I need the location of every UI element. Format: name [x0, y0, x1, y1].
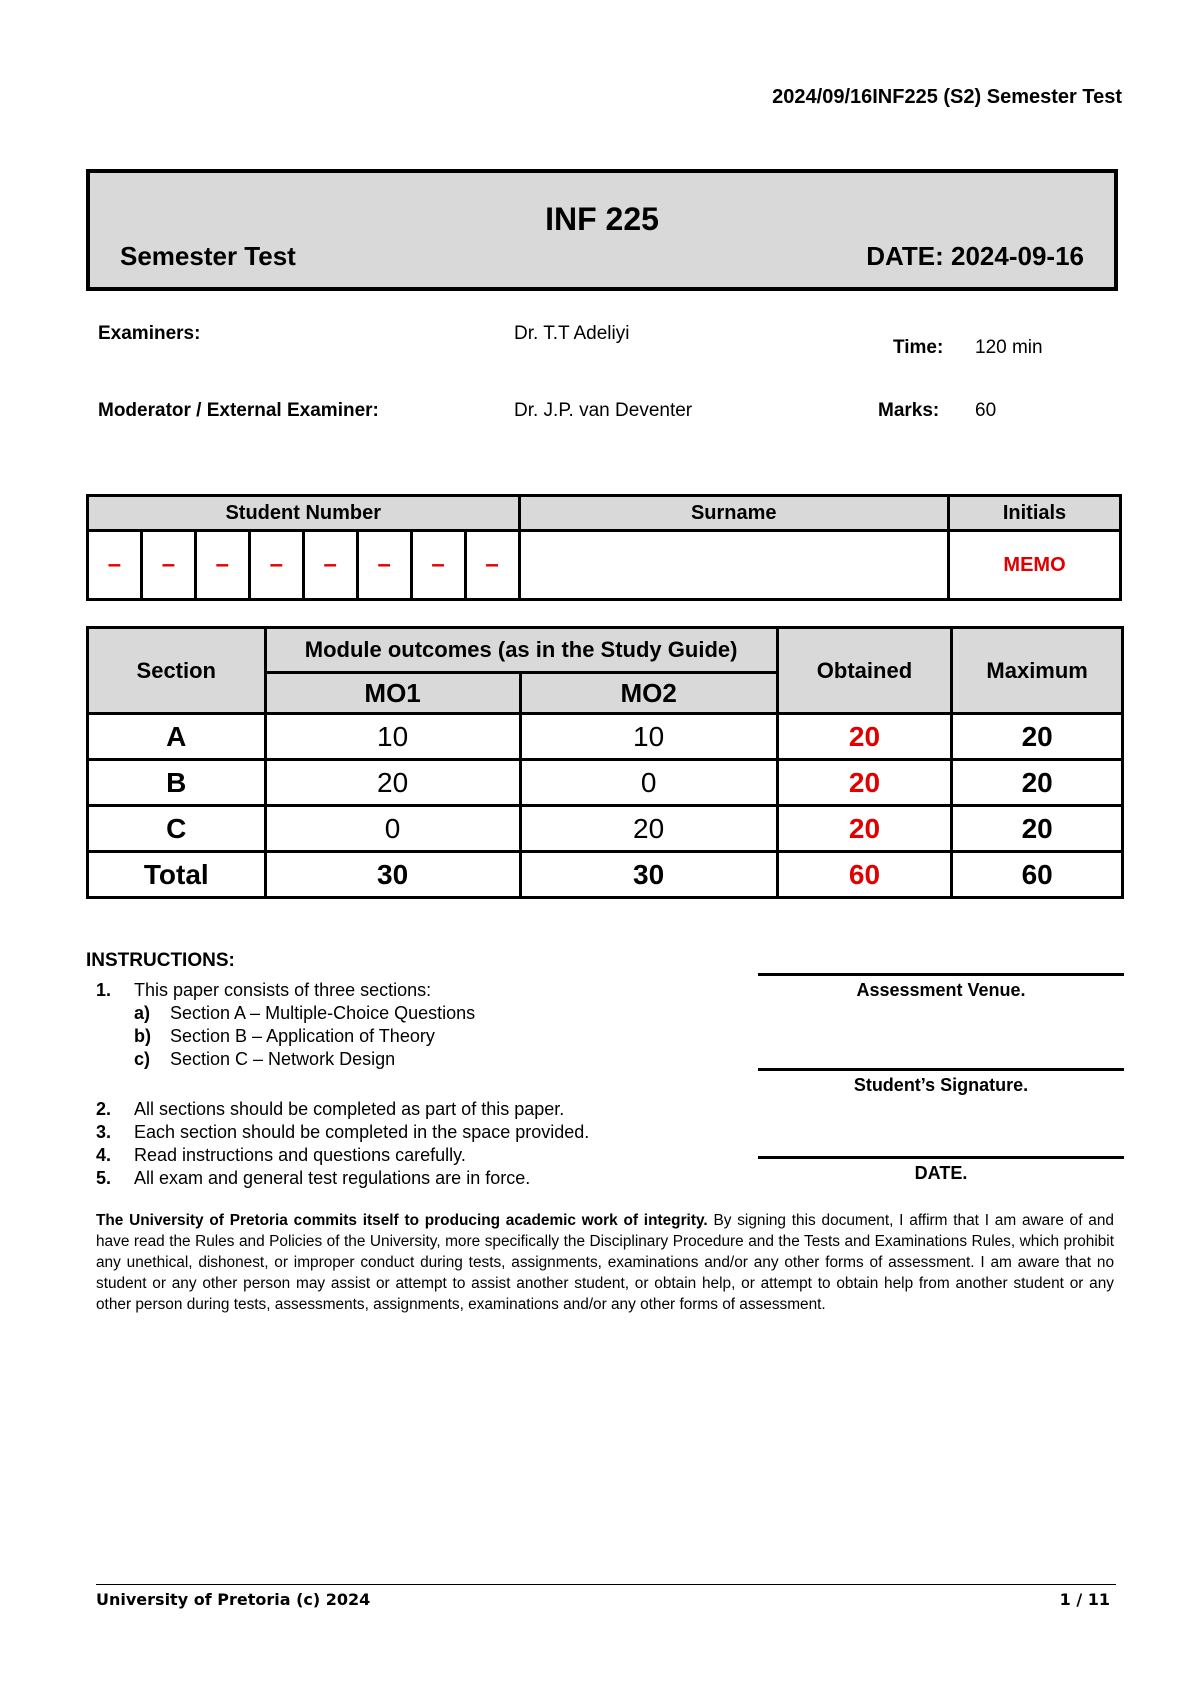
assessment-venue-label: Assessment Venue. [856, 980, 1026, 1000]
mo2-cell: 20 [520, 806, 777, 852]
maximum-cell: 20 [952, 760, 1123, 806]
moderator-value: Dr. J.P. van Deventer [514, 400, 693, 421]
instruction-text: All exam and general test regulations are in force. [134, 1168, 531, 1188]
date-label: DATE. [914, 1163, 968, 1183]
footer-copyright: University of Pretoria (c) 2024 [96, 1590, 371, 1609]
student-number-digit[interactable]: – [303, 531, 357, 600]
instruction-number: 1. [96, 980, 112, 1000]
instruction-text: All sections should be completed as part of this paper. [134, 1099, 565, 1119]
instruction-text: Section C – Network Design [170, 1049, 396, 1069]
instruction-number: 2. [96, 1099, 112, 1119]
section-cell: A [88, 714, 266, 760]
student-number-digit[interactable]: – [465, 531, 519, 600]
obtained-cell: 20 [777, 714, 952, 760]
date-line [758, 1156, 1124, 1159]
table-row [88, 760, 1123, 806]
mo2-cell: 30 [520, 852, 777, 898]
instruction-number: 5. [96, 1168, 112, 1188]
total-row [88, 852, 1123, 898]
module-outcomes-header: Module outcomes (as in the Study Guide) [265, 628, 777, 673]
document-header: 2024/09/16INF225 (S2) Semester Test [772, 86, 1122, 108]
student-details-table [86, 494, 1122, 601]
mo1-cell: 0 [265, 806, 520, 852]
student-number-digit[interactable]: – [141, 531, 195, 600]
student-number-digit[interactable]: – [195, 531, 249, 600]
obtained-cell: 60 [777, 852, 952, 898]
student-number-digit[interactable]: – [357, 531, 411, 600]
page-number: 1 / 11 [1059, 1590, 1110, 1609]
course-code: INF 225 [545, 201, 659, 237]
student-number-digit[interactable]: – [411, 531, 465, 600]
marks-label: Marks: [878, 400, 940, 421]
section-cell: Total [88, 852, 266, 898]
initials-field[interactable]: MEMO [949, 531, 1121, 600]
signature-line [758, 1068, 1124, 1071]
maximum-cell: 60 [952, 852, 1123, 898]
student-number-digit[interactable]: – [249, 531, 303, 600]
instruction-text: Section B – Application of Theory [170, 1026, 435, 1046]
section-cell: B [88, 760, 266, 806]
instruction-number: a) [134, 1003, 151, 1023]
table-row [88, 714, 1123, 760]
instruction-text: This paper consists of three sections: [134, 980, 432, 1000]
obtained-cell: 20 [777, 760, 952, 806]
instruction-text: Section A – Multiple-Choice Questions [170, 1003, 476, 1023]
section-header: Section [88, 628, 266, 714]
instruction-number: c) [134, 1049, 151, 1069]
surname-field[interactable] [519, 531, 949, 600]
student-number-header: Student Number [88, 496, 520, 531]
instruction-number: b) [134, 1026, 151, 1046]
section-cell: C [88, 806, 266, 852]
obtained-header: Obtained [777, 628, 952, 714]
mo2-header: MO2 [520, 673, 777, 714]
title-box [86, 169, 1118, 291]
maximum-header: Maximum [952, 628, 1123, 714]
integrity-statement-text: By signing this document, I affirm that I am aware of and have read the Rules and Policies of the University, more specifically the Disciplinary Procedure and the Tests and Examinations Rules, which prohibit any unethical, dishonest, or improper conduct during tests, assignments, examinations and/or any other forms of assessment. I am aware that no student or any other person may assist or attempt to assist another student, or obtain help, or attempt to obtain help from another student or any other person during tests, assessments, assignments, examinations and/or any other forms of assessment. [96, 1212, 1114, 1313]
table-row [88, 806, 1123, 852]
instruction-text: Read instructions and questions carefully. [134, 1145, 466, 1165]
marks-value: 60 [975, 400, 997, 421]
instruction-number: 3. [96, 1122, 112, 1142]
integrity-statement-bold: The University of Pretoria commits itself to producing academic work of integrity. [96, 1212, 708, 1229]
examiners-label: Examiners: [98, 323, 201, 344]
initials-header: Initials [949, 496, 1121, 531]
student-number-digit[interactable]: – [88, 531, 142, 600]
maximum-cell: 20 [952, 714, 1123, 760]
obtained-cell: 20 [777, 806, 952, 852]
moderator-label: Moderator / External Examiner: [98, 400, 379, 421]
footer-divider [96, 1584, 1116, 1585]
examiners-value: Dr. T.T Adeliyi [514, 323, 630, 344]
maximum-cell: 20 [952, 806, 1123, 852]
mo1-cell: 30 [265, 852, 520, 898]
mo2-cell: 0 [520, 760, 777, 806]
surname-header: Surname [519, 496, 949, 531]
instructions-title: INSTRUCTIONS: [86, 950, 235, 971]
instruction-text: Each section should be completed in the space provided. [134, 1122, 590, 1142]
time-value: 120 min [975, 337, 1043, 358]
mo2-cell: 10 [520, 714, 777, 760]
mo1-cell: 10 [265, 714, 520, 760]
instruction-number: 4. [96, 1145, 112, 1165]
test-type: Semester Test [120, 241, 296, 271]
integrity-statement [96, 1210, 1114, 1315]
marks-table [86, 626, 1124, 899]
mo1-header: MO1 [265, 673, 520, 714]
venue-line [758, 973, 1124, 976]
mo1-cell: 20 [265, 760, 520, 806]
student-signature-label: Student’s Signature. [853, 1075, 1029, 1095]
test-date: DATE: 2024-09-16 [866, 241, 1084, 271]
time-label: Time: [893, 337, 944, 358]
